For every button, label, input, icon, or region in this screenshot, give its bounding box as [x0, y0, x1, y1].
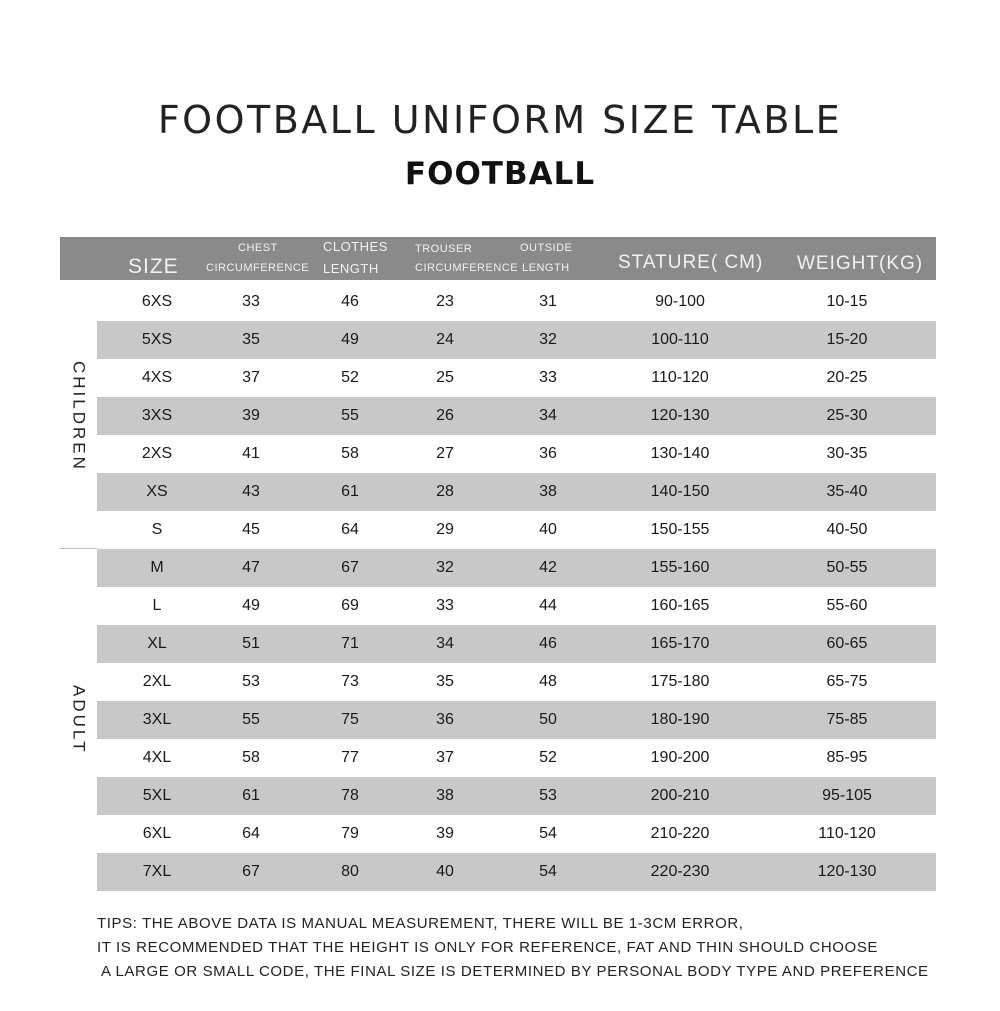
cell-clothes: 75 [341, 711, 359, 728]
table-row [97, 777, 936, 815]
cell-stature: 220-230 [650, 863, 710, 880]
cell-chest: 33 [242, 293, 260, 310]
cell-stature: 200-210 [650, 787, 710, 804]
header-size: SIZE [128, 255, 179, 278]
cell-size: 3XS [141, 407, 173, 424]
cell-chest: 58 [242, 749, 260, 766]
cell-stature: 175-180 [650, 673, 710, 690]
cell-chest: 47 [242, 559, 260, 576]
cell-clothes: 79 [341, 825, 359, 842]
table-row [97, 701, 936, 739]
cell-size: 4XS [141, 369, 173, 386]
cell-outside: 34 [539, 407, 557, 424]
tips-line: A LARGE OR SMALL CODE, THE FINAL SIZE IS DETERMINED BY PERSONAL BODY TYPE AND PREFERENCE [97, 963, 929, 980]
header-trouser-line1: TROUSER [415, 243, 473, 255]
cell-size: 5XL [142, 787, 172, 804]
cell-chest: 51 [242, 635, 260, 652]
cell-clothes: 69 [341, 597, 359, 614]
cell-chest: 49 [242, 597, 260, 614]
cell-stature: 120-130 [650, 407, 710, 424]
cell-weight: 10-15 [826, 293, 868, 310]
cell-chest: 61 [242, 787, 260, 804]
cell-size: L [152, 597, 162, 614]
cell-chest: 67 [242, 863, 260, 880]
cell-stature: 155-160 [650, 559, 710, 576]
cell-outside: 52 [539, 749, 557, 766]
cell-trouser: 29 [436, 521, 454, 538]
cell-clothes: 80 [341, 863, 359, 880]
cell-outside: 48 [539, 673, 557, 690]
table-row [97, 321, 936, 359]
cell-trouser: 38 [436, 787, 454, 804]
header-chest-line1: CHEST [238, 242, 278, 254]
cell-outside: 33 [539, 369, 557, 386]
header-outside-line2: LENGTH [522, 262, 570, 274]
cell-outside: 44 [539, 597, 557, 614]
group-label-adult-text: ADULT [69, 685, 89, 755]
cell-chest: 64 [242, 825, 260, 842]
cell-weight: 30-35 [826, 445, 868, 462]
tips-note [97, 912, 997, 984]
table-row [97, 549, 936, 587]
header-stature: STATURE( CM) [618, 252, 764, 273]
cell-weight: 55-60 [826, 597, 868, 614]
cell-trouser: 36 [436, 711, 454, 728]
cell-clothes: 52 [341, 369, 359, 386]
group-label-adult [60, 549, 97, 891]
header-chest-line2: CIRCUMFERENCE [206, 262, 310, 274]
cell-weight: 40-50 [826, 521, 868, 538]
cell-stature: 140-150 [650, 483, 710, 500]
header-outside-line1: OUTSIDE [520, 242, 573, 254]
table-row [97, 435, 936, 473]
cell-chest: 55 [242, 711, 260, 728]
cell-weight: 110-120 [818, 825, 876, 842]
cell-outside: 31 [539, 293, 557, 310]
table-row [97, 511, 936, 549]
table-row [97, 625, 936, 663]
cell-trouser: 39 [436, 825, 454, 842]
cell-chest: 39 [242, 407, 260, 424]
table-row [97, 359, 936, 397]
header-trouser-line2: CIRCUMFERENCE [415, 262, 519, 274]
header-weight: WEIGHT(KG) [797, 253, 924, 274]
cell-weight: 60-65 [826, 635, 868, 652]
cell-chest: 53 [242, 673, 260, 690]
cell-clothes: 49 [341, 331, 359, 348]
cell-outside: 50 [539, 711, 557, 728]
cell-stature: 100-110 [651, 331, 709, 348]
cell-size: 4XL [142, 749, 172, 766]
cell-trouser: 37 [436, 749, 454, 766]
cell-size: 6XL [142, 825, 172, 842]
cell-size: 2XL [142, 673, 172, 690]
cell-size: 7XL [142, 863, 172, 880]
table-row [97, 473, 936, 511]
cell-trouser: 28 [436, 483, 454, 500]
table-row [97, 397, 936, 435]
cell-stature: 210-220 [650, 825, 710, 842]
tips-line: TIPS: THE ABOVE DATA IS MANUAL MEASUREMENT, THERE WILL BE 1-3CM ERROR, [97, 915, 744, 932]
cell-clothes: 67 [341, 559, 359, 576]
cell-size: M [150, 559, 164, 576]
cell-weight: 75-85 [826, 711, 868, 728]
cell-trouser: 27 [436, 445, 454, 462]
cell-trouser: 25 [436, 369, 454, 386]
cell-weight: 15-20 [826, 331, 868, 348]
cell-weight: 120-130 [817, 863, 877, 880]
cell-size: S [151, 521, 163, 538]
table-row [97, 663, 936, 701]
group-label-children-text: CHILDREN [69, 360, 89, 472]
cell-clothes: 64 [341, 521, 359, 538]
cell-outside: 54 [539, 863, 557, 880]
cell-weight: 85-95 [826, 749, 868, 766]
table-row [97, 853, 936, 891]
table-header [60, 237, 936, 280]
cell-trouser: 26 [436, 407, 454, 424]
tips-line: IT IS RECOMMENDED THAT THE HEIGHT IS ONLY FOR REFERENCE, FAT AND THIN SHOULD CHOOSE [97, 939, 879, 956]
table-row [97, 815, 936, 853]
cell-stature: 190-200 [650, 749, 710, 766]
header-clothes-line2: LENGTH [323, 261, 379, 276]
cell-stature: 150-155 [650, 521, 710, 538]
cell-size: 2XS [141, 445, 173, 462]
cell-weight: 95-105 [822, 787, 872, 804]
cell-stature: 160-165 [650, 597, 710, 614]
cell-outside: 38 [539, 483, 557, 500]
cell-outside: 40 [539, 521, 557, 538]
size-table [97, 283, 936, 891]
cell-chest: 41 [242, 445, 260, 462]
page-title: FOOTBALL UNIFORM SIZE TABLE [157, 98, 843, 142]
cell-weight: 50-55 [826, 559, 868, 576]
cell-trouser: 33 [436, 597, 454, 614]
header-clothes-line1: CLOTHES [323, 239, 388, 254]
cell-clothes: 46 [341, 293, 359, 310]
table-row [97, 739, 936, 777]
cell-size: XL [147, 635, 167, 652]
cell-size: 3XL [142, 711, 172, 728]
cell-weight: 35-40 [826, 483, 868, 500]
cell-chest: 45 [242, 521, 260, 538]
cell-stature: 110-120 [651, 369, 709, 386]
cell-outside: 46 [539, 635, 557, 652]
cell-clothes: 71 [341, 635, 359, 652]
cell-trouser: 35 [436, 673, 454, 690]
cell-chest: 43 [242, 483, 260, 500]
cell-clothes: 61 [341, 483, 359, 500]
cell-stature: 180-190 [650, 711, 710, 728]
cell-trouser: 24 [436, 331, 454, 348]
cell-size: 5XS [141, 331, 173, 348]
cell-stature: 130-140 [650, 445, 710, 462]
cell-clothes: 77 [341, 749, 359, 766]
cell-weight: 25-30 [826, 407, 868, 424]
cell-clothes: 58 [341, 445, 359, 462]
cell-size: 6XS [141, 293, 173, 310]
cell-weight: 20-25 [826, 369, 868, 386]
cell-trouser: 23 [436, 293, 454, 310]
cell-outside: 53 [539, 787, 557, 804]
cell-outside: 32 [539, 331, 557, 348]
cell-trouser: 34 [436, 635, 454, 652]
cell-clothes: 73 [341, 673, 359, 690]
group-label-children [60, 283, 97, 549]
cell-trouser: 40 [436, 863, 454, 880]
table-row [97, 587, 936, 625]
cell-size: XS [146, 483, 168, 500]
cell-clothes: 55 [341, 407, 359, 424]
table-row [97, 283, 936, 321]
cell-weight: 65-75 [826, 673, 868, 690]
cell-chest: 37 [242, 369, 260, 386]
cell-outside: 36 [539, 445, 557, 462]
cell-trouser: 32 [436, 559, 454, 576]
cell-outside: 54 [539, 825, 557, 842]
cell-clothes: 78 [341, 787, 359, 804]
page-subtitle: FOOTBALL [404, 156, 596, 192]
cell-stature: 90-100 [655, 293, 705, 310]
cell-outside: 42 [539, 559, 557, 576]
cell-stature: 165-170 [650, 635, 710, 652]
cell-chest: 35 [242, 331, 260, 348]
